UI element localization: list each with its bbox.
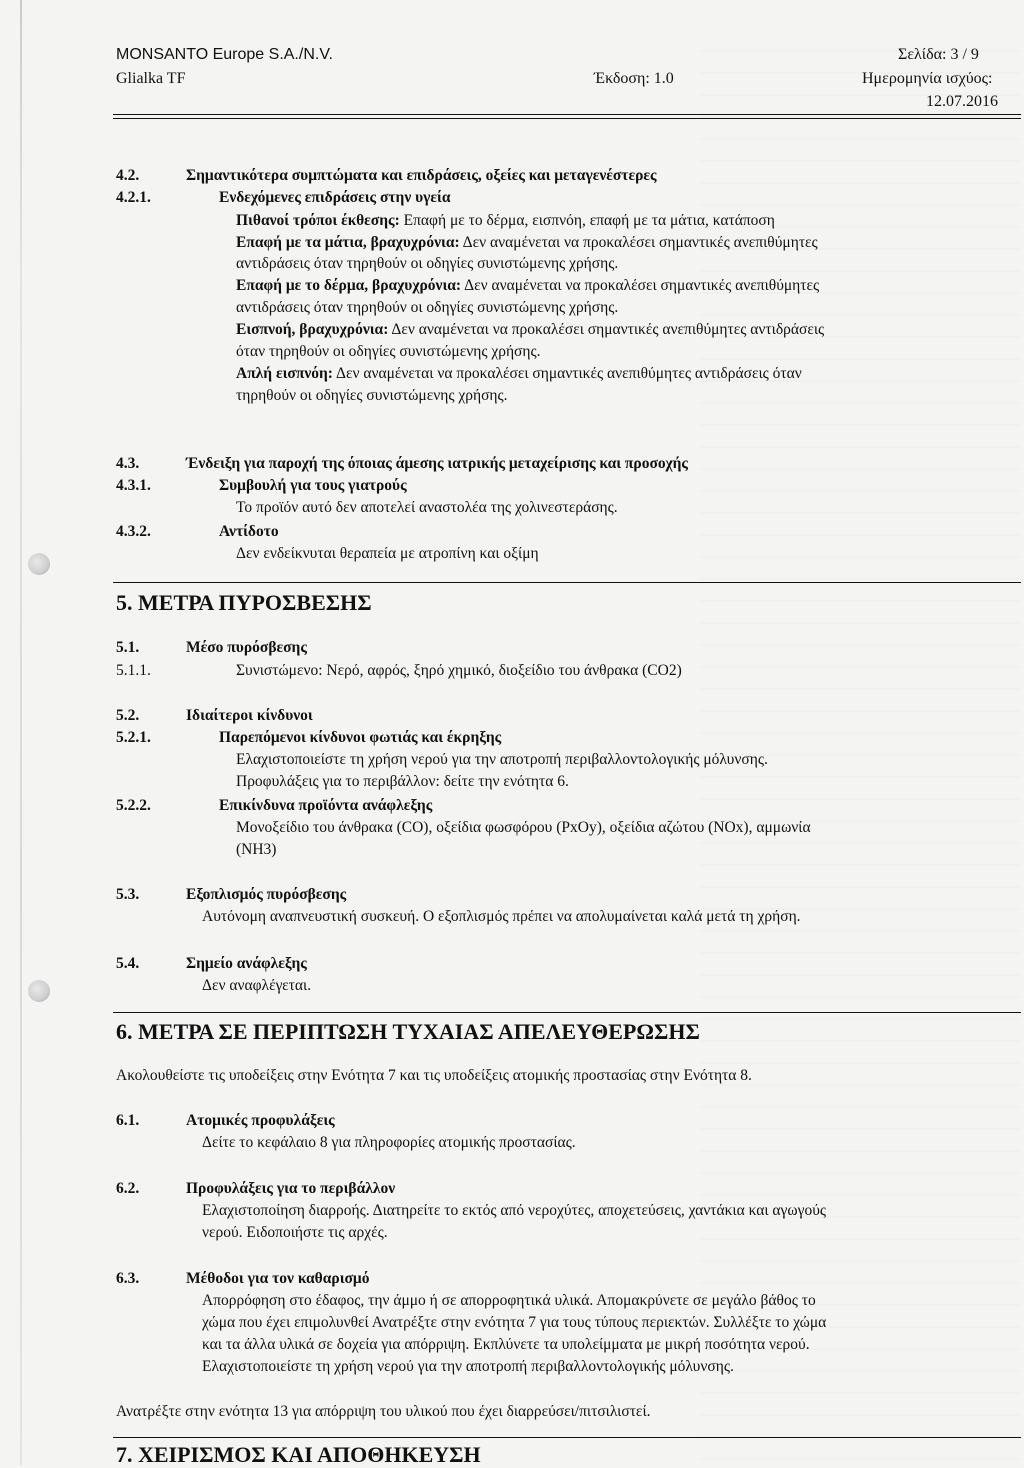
subsection-number: 5.2.2. bbox=[116, 797, 151, 814]
section-rule bbox=[113, 1012, 1021, 1013]
section-title: Ένδειξη για παροχή της όποιας άμεσης ιατρικής μεταχείρισης και προσοχής bbox=[186, 455, 688, 472]
company-name: MONSANTO Europe S.A./N.V. bbox=[116, 46, 333, 63]
skin-text-cont: αντιδράσεις όταν τηρηθούν οι οδηγίες συνιστώμενης χρήσης. bbox=[236, 299, 619, 316]
section-title: Μέθοδοι για τον καθαρισμό bbox=[186, 1270, 370, 1287]
subsection-title: Συμβουλή για τους γιατρούς bbox=[219, 477, 407, 494]
section-title: Σημείο ανάφλεξης bbox=[186, 955, 307, 972]
section-number: 5.1. bbox=[116, 639, 140, 656]
header-rule-2 bbox=[113, 118, 1021, 119]
combustion-products-cont: (NH3) bbox=[236, 841, 277, 858]
simple-inhalation-text-cont: τηρηθούν οι οδηγίες συνιστώμενης χρήσης. bbox=[236, 387, 508, 404]
environmental-precautions: Ελαχιστοποίηση διαρροής. Διατηρείτε το εκτός από νεροχύτες, αποχετεύσεις, χαντάκια και αγωγούς bbox=[202, 1202, 827, 1219]
subsection-number: 5.1.1. bbox=[116, 662, 151, 679]
antidote-text: Δεν ενδείκνυται θεραπεία με ατροπίνη και οξίμη bbox=[236, 545, 539, 562]
effective-date-label: Ημερομηνία ισχύος: bbox=[862, 70, 993, 87]
section-number: 4.3. bbox=[116, 455, 140, 472]
simple-inhalation-text: Δεν αναμένεται να προκαλέσει σημαντικές ανεπιθύμητες αντιδράσεις όταν bbox=[332, 365, 802, 382]
eye-contact bbox=[236, 232, 818, 253]
subsection-number: 4.3.1. bbox=[116, 477, 151, 494]
subsection-title: Αντίδοτο bbox=[219, 523, 279, 540]
section-heading: 6. ΜΕΤΡΑ ΣΕ ΠΕΡΙΠΤΩΣΗ ΤΥΧΑΙΑΣ ΑΠΕΛΕΥΘΕΡΩΣΗΣ bbox=[116, 1019, 700, 1044]
punch-hole bbox=[28, 980, 50, 1002]
simple-inhalation bbox=[236, 363, 802, 384]
version-label: Έκδοση: 1.0 bbox=[594, 70, 674, 87]
inhalation-label: Εισπνοή, βραχυχρόνια: bbox=[236, 321, 389, 338]
section-title: Εξοπλισμός πυρόσβεσης bbox=[186, 886, 347, 903]
subsection-title: Ενδεχόμενες επιδράσεις στην υγεία bbox=[219, 189, 451, 206]
exposure-label: Πιθανοί τρόποι έκθεσης: bbox=[236, 212, 400, 229]
section-title: Προφυλάξεις για το περιβάλλον bbox=[186, 1180, 396, 1197]
page-number: Σελίδα: 3 / 9 bbox=[898, 46, 979, 63]
section-heading: 7. ΧΕΙΡΙΣΜΟΣ ΚΑΙ ΑΠΟΘΗΚΕΥΣΗ bbox=[116, 1442, 481, 1467]
skin-label: Επαφή με το δέρμα, βραχυχρόνια: bbox=[236, 277, 462, 294]
section-number: 6.2. bbox=[116, 1180, 140, 1197]
section-title: Ιδιαίτεροι κίνδυνοι bbox=[186, 707, 313, 724]
inhalation-text: Δεν αναμένεται να προκαλέσει σημαντικές ανεπιθύμητες αντιδράσεις bbox=[388, 321, 825, 338]
skin-contact bbox=[236, 275, 819, 296]
eye-text-cont: αντιδράσεις όταν τηρηθούν οι οδηγίες συνιστώμενης χρήσης. bbox=[236, 255, 619, 272]
section-number: 6.1. bbox=[116, 1112, 140, 1129]
section-heading: 5. ΜΕΤΡΑ ΠΥΡΟΣΒΕΣΗΣ bbox=[116, 590, 372, 615]
section-title: Μέσο πυρόσβεσης bbox=[186, 639, 307, 656]
skin-text: Δεν αναμένεται να προκαλέσει σημαντικές ανεπιθύμητες bbox=[461, 277, 820, 294]
cleanup-methods-4: Ελαχιστοποιείστε τη χρήση νερού για την αποτροπή περιβαλλοντολογικής μόλυνσης. bbox=[202, 1358, 734, 1375]
effective-date-value: 12.07.2016 bbox=[926, 93, 998, 110]
firefighting-equipment: Αυτόνομη αναπνευστική συσκευή. Ο εξοπλισμός πρέπει να απολυμαίνεται καλά μετά τη χρήση. bbox=[202, 908, 801, 925]
fire-hazard-text: Ελαχιστοποιείστε τη χρήση νερού για την αποτροπή περιβαλλοντολογικής μόλυνσης. bbox=[236, 751, 768, 768]
section-number: 5.4. bbox=[116, 955, 140, 972]
punch-hole bbox=[28, 553, 50, 575]
subsection-number: 4.3.2. bbox=[116, 523, 151, 540]
section-number: 4.2. bbox=[116, 167, 140, 184]
section-number: 5.3. bbox=[116, 886, 140, 903]
exposure-routes bbox=[236, 210, 775, 231]
eye-text: Δεν αναμένεται να προκαλέσει σημαντικές ανεπιθύμητες bbox=[459, 234, 818, 251]
inhalation-text-cont: όταν τηρηθούν οι οδηγίες συνιστώμενης χρήσης. bbox=[236, 343, 541, 360]
inhalation bbox=[236, 319, 824, 340]
physician-advice: Το προϊόν αυτό δεν αποτελεί αναστολέα της χολινεστεράσης. bbox=[236, 499, 618, 516]
subsection-number: 4.2.1. bbox=[116, 189, 151, 206]
section-intro: Ακολουθείστε τις υποδείξεις στην Ενότητα 7 και τις υποδείξεις ατομικής προστασίας στην Ενότητα 8. bbox=[116, 1067, 752, 1084]
disposal-note: Ανατρέξτε στην ενότητα 13 για απόρριψη του υλικού που έχει διαρρεύσει/πιτσιλιστεί. bbox=[116, 1403, 651, 1420]
subsection-title: Παρεπόμενοι κίνδυνοι φωτιάς και έκρηξης bbox=[219, 729, 502, 746]
personal-precautions: Δείτε το κεφάλαιο 8 για πληροφορίες ατομικής προστασίας. bbox=[202, 1134, 576, 1151]
page-crease bbox=[20, 0, 22, 1465]
section-rule bbox=[113, 582, 1021, 583]
header-rule bbox=[113, 114, 1021, 115]
section-number: 5.2. bbox=[116, 707, 140, 724]
cleanup-methods-2: χώμα που έχει επιμολυνθεί Ανατρέξτε στην ενότητα 7 για τους τύπους περιεκτών. Συλλέξτε το χώμα bbox=[202, 1314, 827, 1331]
section-title: Σημαντικότερα συμπτώματα και επιδράσεις, οξείες και μεταγενέστερες bbox=[186, 167, 657, 184]
section-title: Ατομικές προφυλάξεις bbox=[186, 1112, 335, 1129]
fire-hazard-text-2: Προφυλάξεις για το περιβάλλον: δείτε την ενότητα 6. bbox=[236, 773, 569, 790]
eye-label: Επαφή με τα μάτια, βραχυχρόνια: bbox=[236, 234, 460, 251]
exposure-text: Επαφή με το δέρμα, εισπνόη, επαφή με τα μάτια, κατάποση bbox=[399, 212, 775, 229]
subsection-number: 5.2.1. bbox=[116, 729, 151, 746]
subsection-title: Επικίνδυνα προϊόντα ανάφλεξης bbox=[219, 797, 433, 814]
section-rule bbox=[113, 1437, 1021, 1438]
section-number: 6.3. bbox=[116, 1270, 140, 1287]
cleanup-methods: Απορρόφηση στο έδαφος, την άμμο ή σε απορροφητικά υλικά. Απομακρύνετε σε μεγάλο βάθος το bbox=[202, 1292, 816, 1309]
combustion-products: Μονοξείδιο του άνθρακα (CO), οξείδια φωσφόρου (PxOy), οξείδια αζώτου (NOx), αμμωνία bbox=[236, 819, 811, 836]
simple-inhalation-label: Απλή εισπνόη: bbox=[236, 365, 333, 382]
cleanup-methods-3: και τα άλλα υλικά σε δοχεία για απόρριψη. Εκπλύνετε τα υπολείμματα με μικρή ποσότητα νερού. bbox=[202, 1336, 810, 1353]
flash-point: Δεν αναφλέγεται. bbox=[202, 977, 312, 994]
environmental-precautions-cont: νερού. Ειδοποιήστε τις αρχές. bbox=[202, 1224, 388, 1241]
extinguishing-media: Συνιστώμενο: Νερό, αφρός, ξηρό χημικό, διοξείδιο του άνθρακα (CO2) bbox=[236, 662, 682, 679]
product-name: Glialka TF bbox=[116, 70, 186, 87]
